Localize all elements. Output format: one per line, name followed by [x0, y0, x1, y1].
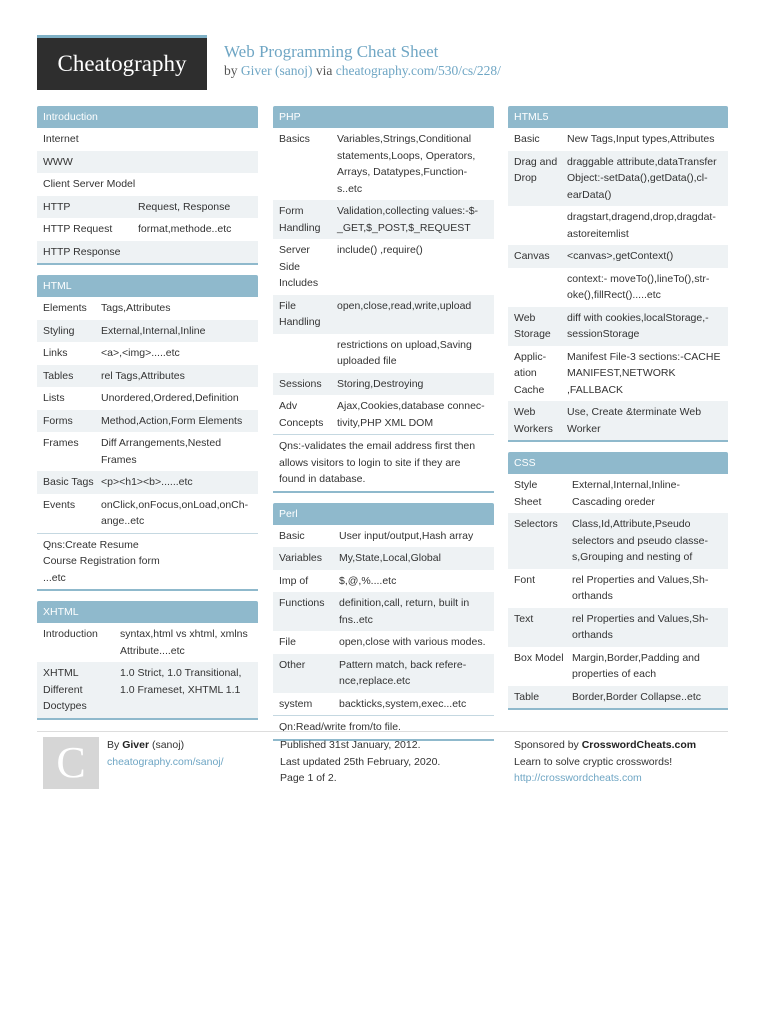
table-row: [508, 268, 728, 307]
table-row: [37, 297, 258, 320]
row-key: Styling: [43, 324, 75, 337]
row-key: Frames: [43, 437, 79, 449]
row-key: Forms: [43, 414, 73, 427]
row-key: Adv Concepts: [279, 400, 324, 429]
row-value: diff with cookies,localStorage,-sessionStorage: [567, 311, 709, 340]
row-value: [197, 176, 252, 193]
row-key: Functions: [279, 597, 325, 609]
row-value: [168, 131, 252, 148]
row-value: 1.0 Strict, 1.0 Transitional, 1.0 Frameset, XHTML 1.1: [120, 667, 242, 696]
row-value: draggable attribute,dataTransfer Object:-setData(),getData(),cl-earData(): [567, 155, 717, 201]
row-value: Manifest File-3 sections:-CACHE MANIFEST,NETWORK ,FALLBACK: [567, 350, 721, 396]
row-key: Basic Tags: [43, 476, 94, 488]
footer-author-name[interactable]: Giver: [122, 739, 150, 751]
row-key: [514, 209, 567, 242]
table-row: [508, 151, 728, 207]
row-value: External,Internal,Inline-Cascading oreder: [572, 479, 680, 508]
row-value: include() ,require(): [337, 244, 423, 256]
row-value: context:- moveTo(),lineTo(),str-oke(),fillRect().....etc: [567, 272, 710, 301]
table-row: [273, 128, 494, 200]
section-css: [508, 452, 728, 710]
row-value: User input/output,Hash array: [339, 529, 474, 542]
table-row: [508, 206, 728, 245]
table-row: [273, 395, 494, 434]
section-body: [508, 474, 728, 710]
row-value: Pattern match, back refere-nce,replace.etc: [339, 658, 467, 687]
row-value: Request, Response: [138, 200, 231, 213]
page-title: Web Programming Cheat Sheet: [224, 42, 439, 61]
row-key: Text: [514, 612, 534, 625]
row-key: Client Server Model: [43, 178, 136, 190]
row-key: Server Side Includes: [279, 244, 319, 289]
section-title: XHTML: [37, 601, 258, 623]
row-value: Tags,Attributes: [101, 302, 171, 314]
byline-by: by: [224, 63, 238, 78]
section-xhtml: [37, 601, 258, 720]
table-row: [37, 196, 258, 219]
row-key: Web Storage: [514, 311, 551, 340]
row-key: XHTML Different Doctypes: [43, 667, 87, 712]
row-value: Storing,Destroying: [337, 377, 424, 390]
column-2: [273, 106, 494, 751]
note-line: ...etc: [43, 571, 66, 584]
table-row: [37, 471, 258, 494]
footer-sponsor-url[interactable]: http://crosswordcheats.com: [514, 772, 642, 784]
table-row: [508, 128, 728, 151]
section-body: [508, 128, 728, 442]
table-row: [273, 239, 494, 295]
row-value: Ajax,Cookies,database connec-tivity,PHP XML DOM: [337, 400, 485, 429]
table-row: [508, 474, 728, 513]
note-line: Course Registration form: [43, 555, 160, 567]
row-value: Method,Action,Form Elements: [101, 414, 243, 427]
row-value: definition,call, return, built in fns..etc: [339, 597, 470, 626]
section-php: [273, 106, 494, 493]
table-row: [508, 647, 728, 686]
row-value: open,close,read,write,upload: [337, 299, 472, 312]
row-key: File: [279, 636, 296, 648]
row-value: onClick,onFocus,onLoad,onCh-ange..etc: [101, 498, 249, 527]
row-key: Other: [279, 658, 306, 671]
table-row: [37, 173, 258, 196]
table-row: [273, 295, 494, 334]
avatar[interactable]: [43, 737, 99, 789]
section-perl: [273, 503, 494, 741]
table-row: [37, 241, 258, 264]
section-body: [273, 128, 494, 493]
footer-sponsor-desc: Learn to solve cryptic crosswords!: [514, 756, 673, 768]
row-key: Box Model: [514, 651, 564, 664]
table-row: [508, 608, 728, 647]
byline: [224, 63, 501, 79]
row-key: Internet: [43, 133, 79, 145]
row-key: File Handling: [279, 299, 321, 328]
row-key: system: [279, 697, 313, 710]
footer-author-url[interactable]: cheatography.com/sanoj/: [107, 756, 224, 768]
note-line: Qns:Create Resume: [43, 538, 139, 551]
table-row: [508, 569, 728, 608]
row-value: rel Properties and Values,Sh-orthands: [572, 612, 709, 641]
table-row: [508, 346, 728, 402]
row-value: open,close with various modes.: [339, 636, 486, 648]
row-key: HTTP Request: [43, 223, 113, 235]
footer-sponsor-prefix: Sponsored by: [514, 739, 579, 751]
row-value: syntax,html vs xhtml, xmlns Attribute....etc: [120, 628, 248, 657]
row-value: Diff Arrangements,Nested Frames: [101, 437, 222, 466]
row-value: [165, 154, 252, 171]
row-key: Font: [514, 573, 536, 586]
row-key: Sessions: [279, 377, 322, 390]
row-key: Basics: [279, 133, 310, 145]
row-value: [189, 244, 252, 261]
section-title: Perl: [273, 503, 494, 525]
row-value: Unordered,Ordered,Definition: [101, 392, 239, 404]
table-row: [37, 151, 258, 174]
row-value: Validation,collecting values:-$-_GET,$_POST,$_REQUEST: [337, 205, 479, 234]
footer-by: By: [107, 739, 120, 751]
row-key: HTTP: [43, 200, 71, 213]
footer-published: Published 31st January, 2012.: [280, 739, 421, 751]
footer-page: Page 1 of 2.: [280, 772, 337, 784]
row-value: Margin,Border,Padding and properties of each: [572, 651, 700, 680]
table-row: [273, 200, 494, 239]
row-value: My,State,Local,Global: [339, 552, 441, 564]
row-key: Style Sheet: [514, 479, 542, 508]
row-value: rel Properties and Values,Sh-orthands: [572, 573, 709, 602]
table-row: [273, 525, 494, 548]
row-key: Variables: [279, 552, 322, 564]
table-row: [273, 334, 494, 373]
table-row: [273, 547, 494, 570]
section-note: [37, 533, 258, 590]
table-row: [508, 513, 728, 569]
table-row: [37, 410, 258, 433]
row-key: Lists: [43, 392, 65, 404]
section-title: HTML5: [508, 106, 728, 128]
row-key: WWW: [43, 155, 73, 168]
row-key: Links: [43, 347, 68, 359]
section-title: Introduction: [37, 106, 258, 128]
cheatography-logo[interactable]: [37, 35, 207, 90]
section-introduction: [37, 106, 258, 265]
section-body: [37, 623, 258, 720]
table-row: [273, 373, 494, 396]
row-key: Web Workers: [514, 406, 553, 435]
table-row: [37, 128, 258, 151]
section-body: [37, 297, 258, 591]
footer-author-handle: (sanoj): [151, 739, 185, 751]
table-row: [508, 686, 728, 709]
table-row: [273, 654, 494, 693]
column-1: [37, 106, 258, 730]
row-key: Table: [514, 690, 540, 703]
row-value: rel Tags,Attributes: [101, 369, 185, 382]
section-note: Qn:Read/write from/to file.: [273, 715, 494, 739]
author-link[interactable]: Giver (sanoj): [240, 63, 313, 78]
row-value: External,Internal,Inline: [101, 324, 206, 337]
row-key: Applic-ation Cache: [514, 350, 547, 396]
footer-author: [107, 737, 184, 754]
avatar-letter: C: [56, 738, 86, 787]
table-row: [508, 245, 728, 268]
table-row: [508, 401, 728, 440]
sheet-url-link[interactable]: cheatography.com/530/cs/228/: [335, 63, 501, 78]
row-value: Class,Id,Attribute,Pseudo selectors and pseudo classe-s,Grouping and nesting of: [572, 518, 708, 563]
row-value: Border,Border Collapse..etc: [572, 690, 701, 703]
section-html5: [508, 106, 728, 442]
row-value: Use, Create &terminate Web Worker: [567, 406, 702, 435]
byline-via: via: [315, 63, 333, 78]
row-value: restrictions on upload,Saving uploaded file: [337, 338, 472, 367]
table-row: [37, 342, 258, 365]
row-value: dragstart,dragend,drop,dragdat-astoreitemlist: [567, 211, 716, 240]
row-key: Form Handling: [279, 205, 321, 234]
row-key: Canvas: [514, 250, 550, 262]
footer-sponsor-name[interactable]: CrosswordCheats.com: [581, 739, 697, 751]
row-value: Variables,Strings,Conditional statements,Loops, Operators, Arrays, Datatypes,Function-s..etc: [337, 133, 476, 195]
row-key: HTTP Response: [43, 245, 121, 258]
row-key: Introduction: [43, 628, 98, 640]
section-html: [37, 275, 258, 591]
table-row: [273, 631, 494, 654]
row-key: Drag and Drop: [514, 155, 558, 184]
row-key: Events: [43, 498, 76, 511]
table-row: [273, 592, 494, 631]
table-row: [273, 570, 494, 593]
section-note: Qns:-validates the email address first then allows visitors to login to site if they are found in database.: [273, 434, 494, 491]
row-key: [514, 271, 567, 304]
row-value: format,methode..etc: [138, 223, 232, 235]
row-value: <p><h1><b>......etc: [101, 476, 193, 488]
row-value: <canvas>,getContext(): [567, 250, 674, 262]
column-3: [508, 106, 728, 720]
row-key: Imp of: [279, 574, 309, 587]
footer-sponsor: [514, 737, 696, 754]
section-body: [37, 128, 258, 265]
row-key: Basic: [514, 133, 540, 145]
table-row: [37, 662, 258, 718]
row-key: [279, 337, 337, 370]
table-row: [37, 623, 258, 662]
section-title: HTML: [37, 275, 258, 297]
table-row: [37, 218, 258, 241]
table-row: [273, 693, 494, 716]
row-value: <a>,<img>.....etc: [101, 347, 180, 359]
footer-updated: Last updated 25th February, 2020.: [280, 756, 441, 768]
row-key: Elements: [43, 302, 87, 314]
table-row: [37, 320, 258, 343]
row-key: Selectors: [514, 518, 558, 530]
table-row: [37, 494, 258, 533]
row-value: backticks,system,exec...etc: [339, 697, 467, 710]
row-key: Basic: [279, 529, 305, 542]
section-title: CSS: [508, 452, 728, 474]
section-body: [273, 525, 494, 741]
table-row: [37, 387, 258, 410]
section-title: PHP: [273, 106, 494, 128]
row-value: New Tags,Input types,Attributes: [567, 133, 715, 145]
table-row: [37, 365, 258, 388]
row-value: $,@,%....etc: [339, 574, 397, 587]
row-key: Tables: [43, 369, 74, 382]
table-row: [37, 432, 258, 471]
logo-text: Cheatography: [57, 51, 187, 76]
table-row: [508, 307, 728, 346]
